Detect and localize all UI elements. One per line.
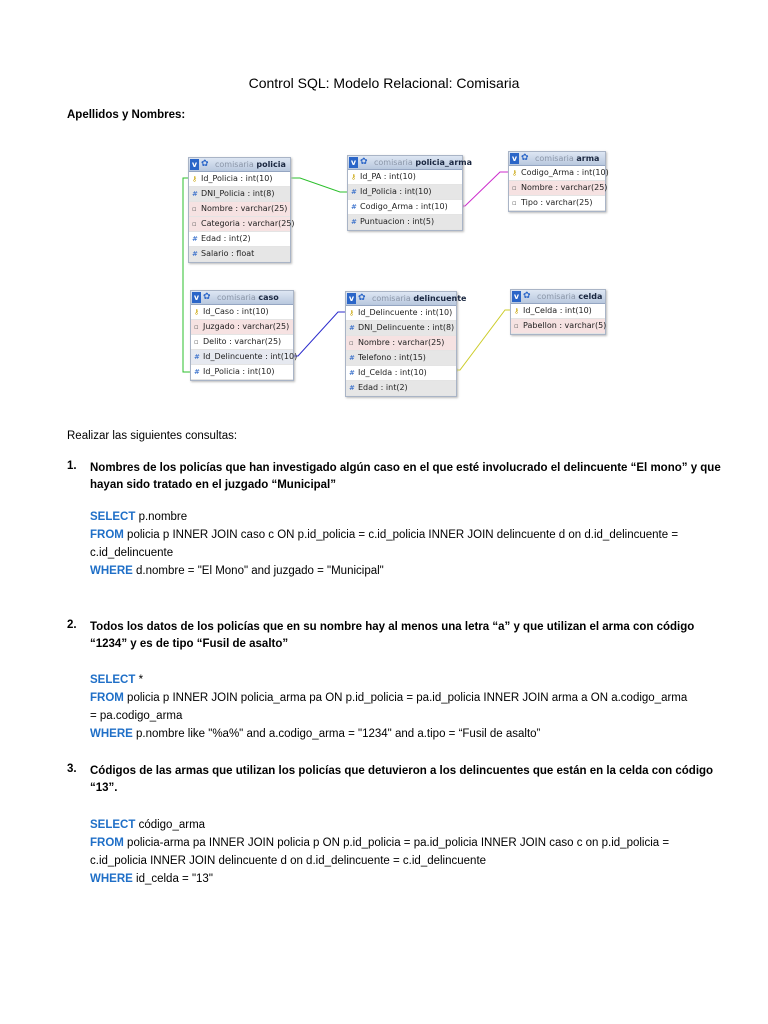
intro-text: Realizar las siguientes consultas: <box>67 430 238 442</box>
numeric-icon: # <box>194 368 200 376</box>
numeric-icon: # <box>349 369 355 377</box>
text-icon: ▫ <box>512 199 517 207</box>
text-icon: ▫ <box>514 322 519 330</box>
field-row: ⚷ Id_Delincuente : int(10) <box>346 306 456 321</box>
collapse-icon: v <box>348 294 355 303</box>
sql-text: código_arma <box>135 819 206 831</box>
table-celda: v ✿ comisaria celda ⚷ Id_Celda : int(10) ▫ Pabellon : varchar(5) <box>510 289 606 335</box>
numeric-icon: # <box>349 384 355 392</box>
relation-line-caso-delincuente <box>292 312 345 356</box>
text-icon: ▫ <box>349 339 354 347</box>
gear-icon: ✿ <box>521 153 529 163</box>
field-row: # Edad : int(2) <box>189 232 290 247</box>
key-icon: ⚷ <box>194 308 200 316</box>
question-text: Todos los datos de los policías que en su nombre hay al menos una letra “a” y que utilizan el arma con código “1234” y es de tipo “Fusil de asalto” <box>90 621 695 650</box>
field-row: ▫ Delito : varchar(25) <box>191 335 293 350</box>
key-icon: ⚷ <box>192 175 198 183</box>
field-row: # Telefono : int(15) <box>346 351 456 366</box>
gear-icon: ✿ <box>523 291 531 301</box>
sql-keyword: SELECT <box>90 674 136 686</box>
gear-icon: ✿ <box>358 293 366 303</box>
sql-keyword: FROM <box>90 529 124 541</box>
field-row: ▫ Pabellon : varchar(5) <box>511 319 605 334</box>
sql-line <box>90 562 690 580</box>
field-row: ⚷ Id_PA : int(10) <box>348 170 462 185</box>
sql-line <box>90 870 690 888</box>
key-icon: ⚷ <box>349 309 355 317</box>
question-1 <box>67 460 730 494</box>
field-row: ⚷ Codigo_Arma : int(10) <box>509 166 605 181</box>
numeric-icon: # <box>351 218 357 226</box>
table-policia: v ✿ comisaria policia ⚷ Id_Policia : int(10) # DNI_Policia : int(8) ▫ Nombre : varchar(25) ▫ Categoria : varchar(25) # Edad : int(2) # Salario : float <box>188 157 291 263</box>
field-row: # DNI_Policia : int(8) <box>189 187 290 202</box>
sql-answer-1 <box>90 508 690 580</box>
sql-line <box>90 816 690 834</box>
table-delincuente: v ✿ comisaria delincuente ⚷ Id_Delincuente : int(10) # DNI_Delincuente : int(8) ▫ Nombre : varchar(25) # Telefono : int(15) # Id_Celda : int(10) # Edad : int(2) <box>345 291 457 397</box>
key-icon: ⚷ <box>512 169 518 177</box>
gear-icon: ✿ <box>203 292 211 302</box>
sql-text: * <box>135 674 144 686</box>
numeric-icon: # <box>192 250 198 258</box>
sql-line <box>90 508 690 526</box>
sql-line <box>90 725 690 743</box>
document-title: Control SQL: Modelo Relacional: Comisaria <box>248 75 520 91</box>
collapse-icon: v <box>193 293 200 302</box>
sql-keyword: WHERE <box>90 728 133 740</box>
numeric-icon: # <box>351 188 357 196</box>
relation-line-delincuente-celda <box>455 310 512 370</box>
numeric-icon: # <box>349 324 355 332</box>
field-row: ▫ Nombre : varchar(25) <box>346 336 456 351</box>
text-icon: ▫ <box>194 323 199 331</box>
field-row: # Puntuacion : int(5) <box>348 215 462 230</box>
field-row: # Id_Policia : int(10) <box>348 185 462 200</box>
collapse-icon: v <box>511 154 518 163</box>
sql-text: p.nombre <box>135 511 188 523</box>
sql-keyword: SELECT <box>90 511 136 523</box>
field-row: # Edad : int(2) <box>346 381 456 396</box>
question-number: 2. <box>67 619 77 631</box>
table-arma: v ✿ comisaria arma ⚷ Codigo_Arma : int(10) ▫ Nombre : varchar(25) ▫ Tipo : varchar(25) <box>508 151 606 212</box>
numeric-icon: # <box>192 235 198 243</box>
question-number: 1. <box>67 460 77 472</box>
collapse-icon: v <box>191 160 198 169</box>
sql-keyword: SELECT <box>90 819 136 831</box>
sql-answer-2 <box>90 671 690 743</box>
er-diagram <box>0 0 768 420</box>
field-row: # Id_Celda : int(10) <box>346 366 456 381</box>
field-row: # Id_Policia : int(10) <box>191 365 293 380</box>
sql-keyword: FROM <box>90 692 124 704</box>
sql-text: policia p INNER JOIN policia_arma pa ON p.id_policia = pa.id_policia INNER JOIN arma a ON a.codigo_arma = pa.codigo_arma <box>90 692 688 722</box>
text-icon: ▫ <box>192 220 197 228</box>
sql-keyword: FROM <box>90 837 124 849</box>
field-row: ▫ Categoria : varchar(25) <box>189 217 290 232</box>
sql-line <box>90 671 690 689</box>
question-text: Nombres de los policías que han investigado algún caso en el que esté involucrado el delincuente “El mono” y que hayan sido tratado en el juzgado “Municipal” <box>90 462 721 491</box>
field-row: ▫ Nombre : varchar(25) <box>509 181 605 196</box>
numeric-icon: # <box>192 190 198 198</box>
question-3 <box>67 763 730 797</box>
sql-text: policia p INNER JOIN caso c ON p.id_policia = c.id_policia INNER JOIN delincuente d on d.id_delincuente = c.id_delincuente <box>90 529 679 559</box>
sql-text: policia-arma pa INNER JOIN policia p ON p.id_policia = pa.id_policia INNER JOIN caso c on p.id_policia = c.id_policia INNER JOIN delincuente d on d.id_delincuente = c.id_delincuente <box>90 837 670 867</box>
text-icon: ▫ <box>512 184 517 192</box>
field-row: ⚷ Id_Caso : int(10) <box>191 305 293 320</box>
field-row: ⚷ Id_Celda : int(10) <box>511 304 605 319</box>
gear-icon: ✿ <box>201 159 209 169</box>
gear-icon: ✿ <box>360 157 368 167</box>
collapse-icon: v <box>513 292 520 301</box>
field-row: ▫ Juzgado : varchar(25) <box>191 320 293 335</box>
field-row: ▫ Nombre : varchar(25) <box>189 202 290 217</box>
relation-line-policia-arma-arma <box>461 172 508 206</box>
question-2 <box>67 619 730 653</box>
sql-text: d.nombre = "El Mono" and juzgado = "Municipal" <box>132 565 384 577</box>
text-icon: ▫ <box>192 205 197 213</box>
relation-line-policia-policia-arma <box>289 178 347 192</box>
key-icon: ⚷ <box>514 307 520 315</box>
key-icon: ⚷ <box>351 173 357 181</box>
name-label: Apellidos y Nombres: <box>67 109 186 121</box>
sql-text: id_celda = "13" <box>132 873 213 885</box>
field-row: # Id_Delincuente : int(10) <box>191 350 293 365</box>
field-row: # Codigo_Arma : int(10) <box>348 200 462 215</box>
sql-answer-3 <box>90 816 690 888</box>
collapse-icon: v <box>350 158 357 167</box>
question-text: Códigos de las armas que utilizan los policías que detuvieron a los delincuentes que están en la celda con código “13”. <box>90 765 714 794</box>
field-row: ⚷ Id_Policia : int(10) <box>189 172 290 187</box>
question-number: 3. <box>67 763 77 775</box>
numeric-icon: # <box>351 203 357 211</box>
table-caso: v ✿ comisaria caso ⚷ Id_Caso : int(10) ▫ Juzgado : varchar(25) ▫ Delito : varchar(25) # Id_Delincuente : int(10) # Id_Policia : int(10) <box>190 290 294 381</box>
field-row: ▫ Tipo : varchar(25) <box>509 196 605 211</box>
field-row: # Salario : float <box>189 247 290 262</box>
sql-line <box>90 689 690 725</box>
sql-line <box>90 834 690 870</box>
numeric-icon: # <box>349 354 355 362</box>
table-policia-arma: v ✿ comisaria policia_arma ⚷ Id_PA : int(10) # Id_Policia : int(10) # Codigo_Arma : int(10) # Puntuacion : int(5) <box>347 155 463 231</box>
sql-text: p.nombre like "%a%" and a.codigo_arma = "1234" and a.tipo = “Fusil de asalto” <box>132 728 541 740</box>
field-row: # DNI_Delincuente : int(8) <box>346 321 456 336</box>
sql-keyword: WHERE <box>90 873 133 885</box>
numeric-icon: # <box>194 353 200 361</box>
sql-line <box>90 526 690 562</box>
sql-keyword: WHERE <box>90 565 133 577</box>
text-icon: ▫ <box>194 338 199 346</box>
